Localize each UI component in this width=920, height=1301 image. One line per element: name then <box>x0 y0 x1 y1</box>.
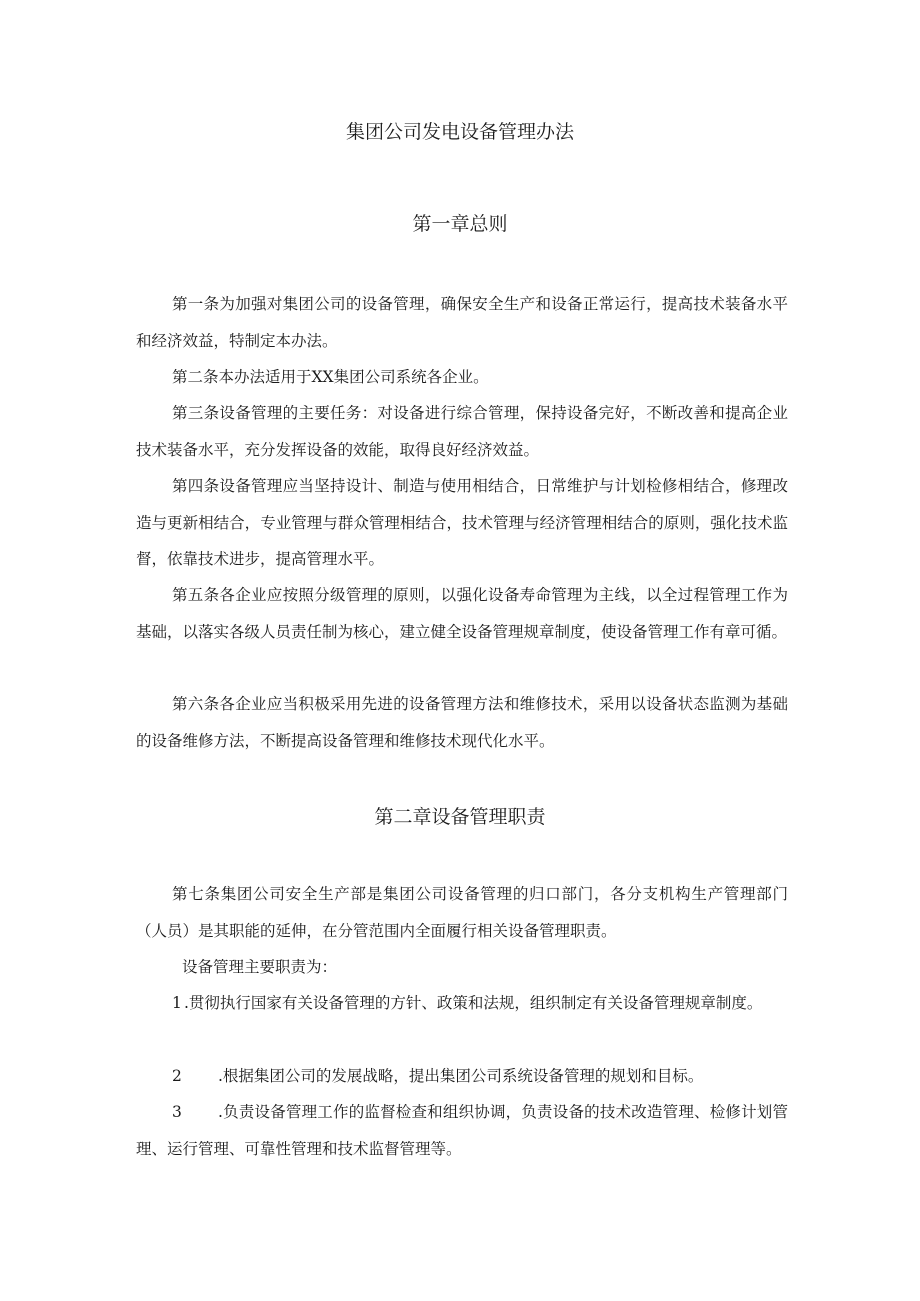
article-3: 第三条设备管理的主要任务：对设备进行综合管理，保持设备完好，不断改善和提高企业技术装备水平，充分发挥设备的效能，取得良好经济效益。 <box>136 404 788 459</box>
article-2: 第二条本办法适用于XX集团公司系统各企业。 <box>172 368 489 386</box>
duty-number-1: 1 <box>172 994 182 1012</box>
duty-number-2: 2 <box>172 1067 182 1085</box>
article-7: 第七条集团公司安全生产部是集团公司设备管理的归口部门，各分支机构生产管理部门（人员）是其职能的延伸，在分管范围内全面履行相关设备管理职责。 <box>136 885 788 940</box>
duty-item-1 <box>136 985 788 1022</box>
article-5: 第五条各企业应按照分级管理的原则，以强化设备寿命管理为主线，以全过程管理工作为基础，以落实各级人员责任制为核心，建立健全设备管理规章制度，使设备管理工作有章可循。 <box>136 586 788 641</box>
duty-text-1: .贯彻执行国家有关设备管理的方针、政策和法规，组织制定有关设备管理规章制度。 <box>184 994 763 1012</box>
chapter-1-title: 第一章总则 <box>412 213 508 235</box>
duties-intro: 设备管理主要职责为： <box>182 958 338 976</box>
article-4: 第四条设备管理应当坚持设计、制造与使用相结合，日常维护与计划检修相结合，修理改造与更新相结合，专业管理与群众管理相结合，技术管理与经济管理相结合的原则，强化技术监督，依靠技术进步，提高管理水平。 <box>136 477 788 568</box>
chapter-2-title: 第二章设备管理职责 <box>374 806 546 828</box>
duty-item-3 <box>136 1094 788 1167</box>
article-6: 第六条各企业应当积极采用先进的设备管理方法和维修技术，采用以设备状态监测为基础的设备维修方法，不断提高设备管理和维修技术现代化水平。 <box>136 695 788 750</box>
document-title: 集团公司发电设备管理办法 <box>345 121 574 143</box>
duty-text-2: .根据集团公司的发展战略，提出集团公司系统设备管理的规划和目标。 <box>218 1067 704 1085</box>
duty-item-2 <box>136 1058 788 1095</box>
duty-number-3: 3 <box>172 1103 182 1121</box>
article-1: 第一条为加强对集团公司的设备管理，确保安全生产和设备正常运行，提高技术装备水平和经济效益，特制定本办法。 <box>136 295 788 350</box>
duty-text-3: .负责设备管理工作的监督检查和组织协调，负责设备的技术改造管理、检修计划管理、运行管理、可靠性管理和技术监督管理等。 <box>136 1103 788 1158</box>
